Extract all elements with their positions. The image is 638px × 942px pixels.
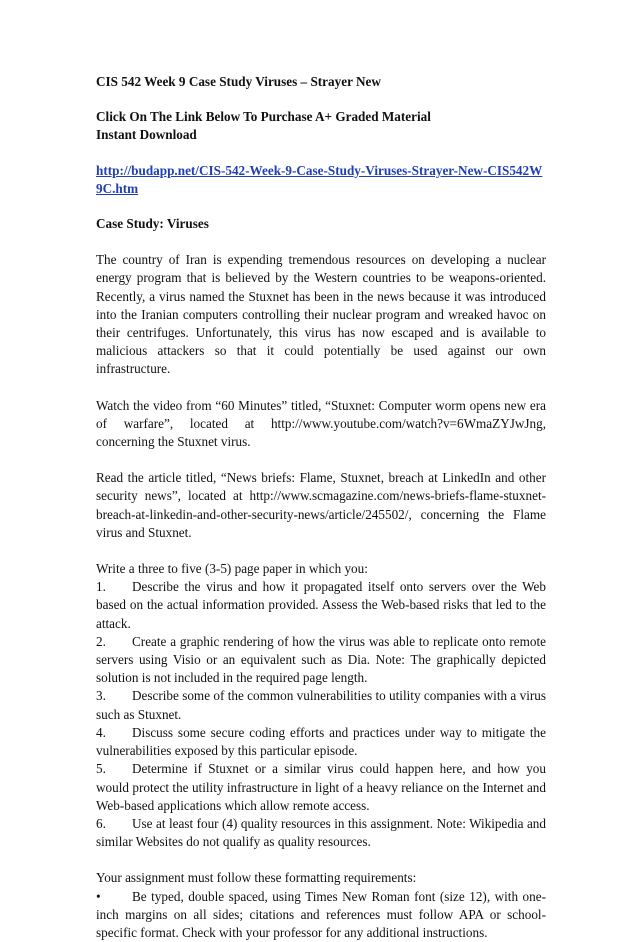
section-heading: Case Study: Viruses: [96, 216, 209, 232]
task-text: Create a graphic rendering of how the virus was able to replicate onto remote servers using Visio or an equivalent such as Dia. Note: The graphically depicted solution is not included in the required page length.: [96, 633, 546, 686]
task-number: 2.: [96, 633, 106, 649]
purchase-link[interactable]: http://budapp.net/CIS-542-Week-9-Case-Study-Viruses-Strayer-New-CIS542W9C.htm: [96, 162, 543, 196]
purchase-notice: [96, 108, 546, 144]
task-item: [96, 687, 546, 723]
task-item: [96, 578, 546, 633]
article-paragraph: Read the article titled, “News briefs: Flame, Stuxnet, breach at LinkedIn and other security news”, located at http://www.scmagazine.com/news-briefs-flame-stuxnet-breach-at-linkedin-and-other-security-news/article/245502/, concerning the Flame virus and Stuxnet.: [96, 470, 546, 540]
task-text: Determine if Stuxnet or a similar virus could happen here, and how you would protect the utility infrastructure in light of a heavy reliance on the Internet and Web-based applications which allow remote access.: [96, 761, 546, 813]
document-page: [96, 73, 546, 942]
task-list: [96, 578, 546, 851]
video-paragraph: Watch the video from “60 Minutes” titled, “Stuxnet: Computer worm opens new era of warfare”, located at http://www.youtube.com/watch?v=6WmaZYJwJng, concerning the Stuxnet virus.: [96, 397, 546, 450]
task-text: Use at least four (4) quality resources in this assignment. Note: Wikipedia and similar Websites do not qualify as quality resources.: [96, 815, 546, 850]
task-item: [96, 633, 546, 688]
task-text: Describe some of the common vulnerabilities to utility companies with a virus such as Stuxnet.: [96, 688, 546, 722]
task-item: [96, 815, 546, 851]
task-number: 1.: [96, 579, 106, 595]
format-text: Be typed, double spaced, using Times New Roman font (size 12), with one-inch margins on all sides; citations and references must follow APA or school-specific format. Check with your professor for any additional instructions.: [96, 888, 546, 940]
document-title: CIS 542 Week 9 Case Study Viruses – Strayer New: [96, 74, 381, 89]
intro-paragraph: The country of Iran is expending tremendous resources on developing a nuclear energy program that is believed by the Western countries to be weapons-oriented. Recently, a virus named the Stuxnet has been in the news because it was introduced into the Iranian computers controlling their nuclear program and wreaked havoc on their centrifuges. Unfortunately, this virus has now escaped and is available to malicious attackers so that it could potentially be used against our own infrastructure.: [96, 252, 546, 377]
task-number: 4.: [96, 724, 106, 740]
format-item: [96, 888, 546, 942]
task-number: 6.: [96, 815, 106, 831]
format-intro: Your assignment must follow these formatting requirements:: [96, 870, 417, 886]
task-intro: Write a three to five (3-5) page paper in which you:: [96, 561, 368, 577]
purchase-line-2: Instant Download: [96, 127, 197, 143]
task-item: [96, 724, 546, 760]
task-number: 5.: [96, 761, 106, 777]
format-list: [96, 888, 546, 942]
task-text: Describe the virus and how it propagated itself onto servers over the Web based on the actual information provided. Assess the Web-based risks that led to the attack.: [96, 579, 546, 631]
task-text: Discuss some secure coding efforts and practices under way to mitigate the vulnerabilities exposed by this particular episode.: [96, 724, 546, 759]
task-item: [96, 760, 546, 815]
task-number: 3.: [96, 688, 106, 704]
purchase-line-1: Click On The Link Below To Purchase A+ Graded Material: [96, 109, 431, 125]
bullet-icon: •: [96, 888, 101, 904]
